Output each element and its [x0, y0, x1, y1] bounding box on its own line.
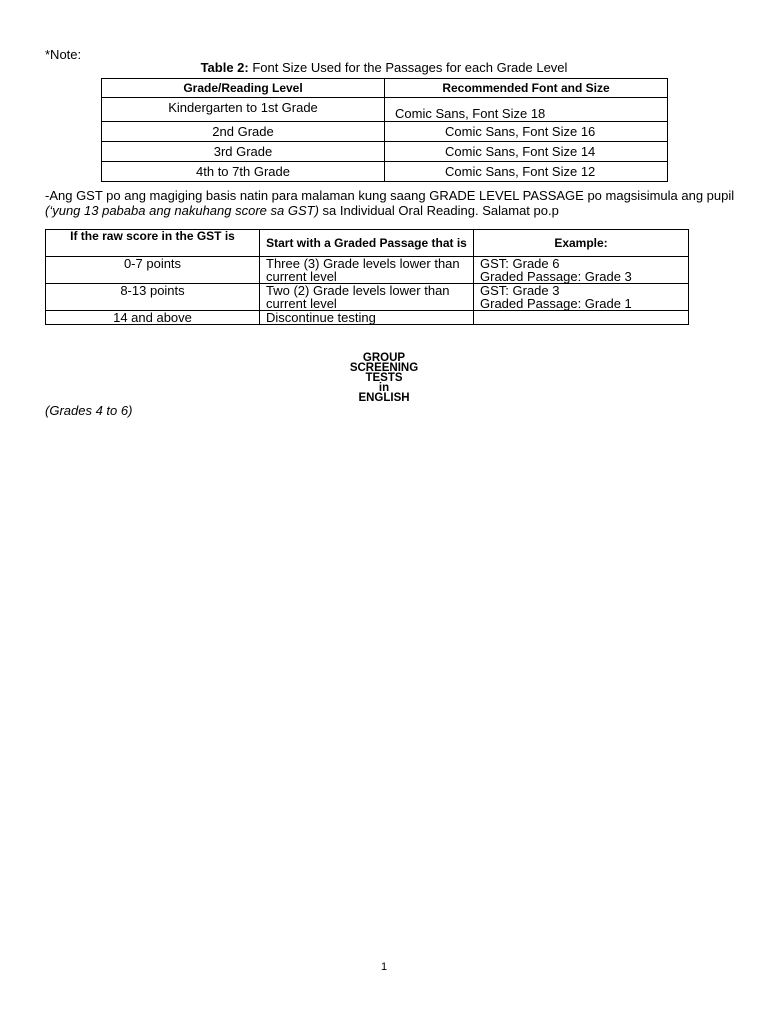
example-gst: GST: Grade 3 [480, 283, 560, 298]
example-cell [474, 284, 689, 311]
grade-level-cell: 3rd Grade [102, 142, 385, 162]
gst-score-table [45, 229, 689, 325]
page-number: 1 [380, 961, 388, 973]
column-header: Start with a Graded Passage that is [260, 230, 474, 257]
table-row [46, 311, 689, 325]
font-size-cell: Comic Sans, Font Size 16 [385, 122, 668, 142]
column-header: Grade/Reading Level [102, 79, 385, 98]
table-row [102, 162, 668, 182]
grade-level-cell: 4th to 7th Grade [102, 162, 385, 182]
grades-subtitle: (Grades 4 to 6) [45, 403, 133, 418]
passage-cell: Discontinue testing [260, 311, 474, 325]
column-header: Example: [474, 230, 689, 257]
heading-line: in [378, 382, 390, 394]
table2-caption-text: Font Size Used for the Passages for each Grade Level [248, 60, 568, 75]
gst-explanation-paragraph [45, 188, 755, 218]
column-header: If the raw score in the GST is [46, 230, 260, 257]
example-gst: GST: Grade 6 [480, 256, 560, 271]
example-passage: Graded Passage: Grade 1 [480, 296, 632, 311]
example-cell [474, 311, 689, 325]
table-row [102, 142, 668, 162]
table-row [46, 257, 689, 284]
table2-caption [0, 60, 768, 75]
score-cell: 8-13 points [46, 284, 260, 311]
heading-line: TESTS [365, 372, 403, 384]
passage-cell: Three (3) Grade levels lower than current level [260, 257, 474, 284]
heading-line: ENGLISH [358, 392, 410, 404]
example-passage: Graded Passage: Grade 3 [480, 269, 632, 284]
grade-level-cell: 2nd Grade [102, 122, 385, 142]
score-cell: 14 and above [46, 311, 260, 325]
heading-line: GROUP [362, 352, 406, 364]
table-row [46, 284, 689, 311]
note-label: *Note: [45, 47, 82, 62]
table-header-row [46, 230, 689, 257]
table-header-row [102, 79, 668, 98]
score-cell: 0-7 points [46, 257, 260, 284]
table2-caption-label: Table 2: [200, 60, 249, 75]
example-cell [474, 257, 689, 284]
grade-level-cell: Kindergarten to 1st Grade [102, 98, 385, 122]
table-row [102, 122, 668, 142]
paragraph-italic-text: (‘yung 13 pababa ang nakuhang score sa GST) [45, 203, 319, 218]
section-heading [0, 353, 768, 403]
font-size-cell: Comic Sans, Font Size 12 [385, 162, 668, 182]
paragraph-text-end: sa Individual Oral Reading. Salamat po.p [318, 203, 559, 218]
column-header: Recommended Font and Size [385, 79, 668, 98]
font-size-cell: Comic Sans, Font Size 14 [385, 142, 668, 162]
font-size-cell: Comic Sans, Font Size 18 [385, 98, 668, 122]
table-row [102, 98, 668, 122]
paragraph-text: -Ang GST po ang magiging basis natin para malaman kung saang GRADE LEVEL PASSAGE po magsisimula ang pupil [45, 188, 735, 203]
heading-line: SCREENING [349, 362, 419, 374]
font-size-table [101, 78, 668, 182]
passage-cell: Two (2) Grade levels lower than current level [260, 284, 474, 311]
